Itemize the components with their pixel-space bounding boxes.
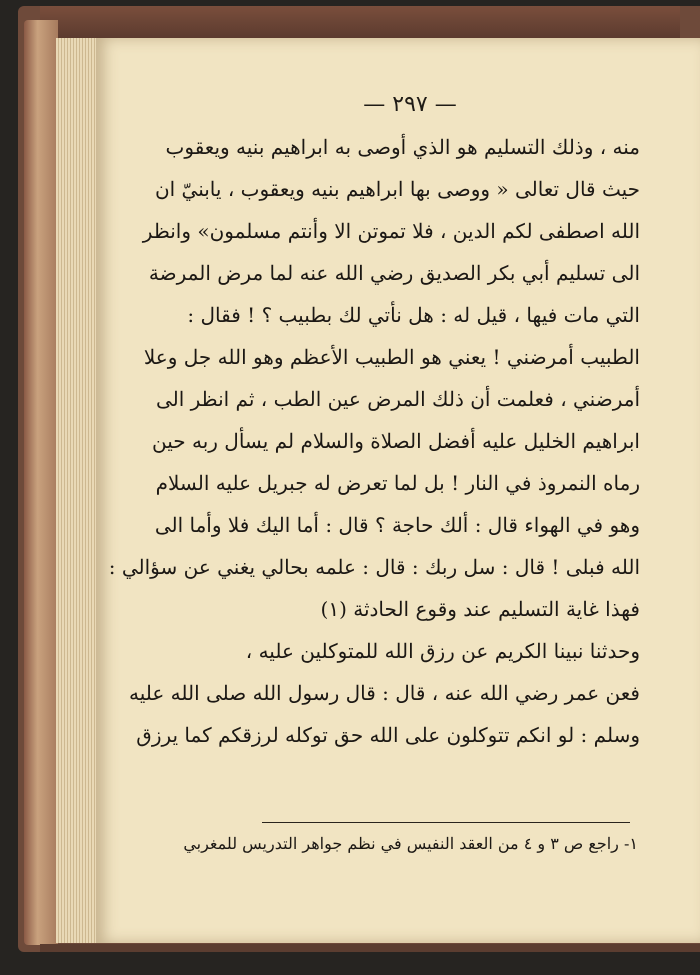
text-line: فعن عمر رضي الله عنه ، قال : قال رسول الله صلى الله عليه — [128, 681, 640, 705]
text-line: فهذا غاية التسليم عند وقوع الحادثة (١) — [320, 597, 640, 621]
book-bottom-edge — [40, 944, 700, 952]
text-line: الطبيب أمرضني ! يعني هو الطبيب الأعظم وهو الله جل وعلا — [143, 345, 640, 369]
text-line: وهو في الهواء قال : ألك حاجة ؟ قال : أما اليك فلا وأما الى — [154, 513, 640, 537]
text-line: الى تسليم أبي بكر الصديق رضي الله عنه لما مرض المرضة — [148, 261, 640, 285]
text-line: وحدثنا نبينا الكريم عن رزق الله للمتوكلين عليه ، — [245, 639, 640, 663]
body-text — [108, 126, 640, 756]
footnote: ١- راجع ص ٣ و ٤ من العقد النفيس في نظم جواهر التدريس للمغربي — [183, 834, 638, 853]
text-line: الله فبلى ! قال : سل ربك : قال : علمه بحالي يغني عن سؤالي : — [108, 555, 640, 579]
text-line: وسلم : لو انكم تتوكلون على الله حق توكله لرزقكم كما يرزق — [136, 723, 640, 747]
text-line: رماه النمروذ في النار ! بل لما تعرض له جبريل عليه السلام — [155, 471, 640, 495]
page-number: — ٢٩٧ — — [363, 92, 457, 117]
book-spine — [24, 20, 58, 945]
text-line: التي مات فيها ، قيل له : هل نأتي لك بطبيب ؟ ! فقال : — [187, 303, 640, 327]
text-line: ابراهيم الخليل عليه أفضل الصلاة والسلام لم يسأل ربه حين — [152, 429, 640, 453]
text-line: منه ، وذلك التسليم هو الذي أوصى به ابراهيم بنيه ويعقوب — [165, 135, 640, 159]
cover-top-edge — [40, 6, 680, 40]
text-line: أمرضني ، فعلمت أن ذلك المرض عين الطب ، ثم انظر الى — [155, 387, 640, 411]
text-line: الله اصطفى لكم الدين ، فلا تموتن الا وأنتم مسلمون» وانظر — [142, 219, 640, 243]
text-line: حيث قال تعالى « ووصى بها ابراهيم بنيه ويعقوب ، يابنيّ ان — [154, 177, 640, 201]
footnote-divider — [262, 822, 630, 823]
